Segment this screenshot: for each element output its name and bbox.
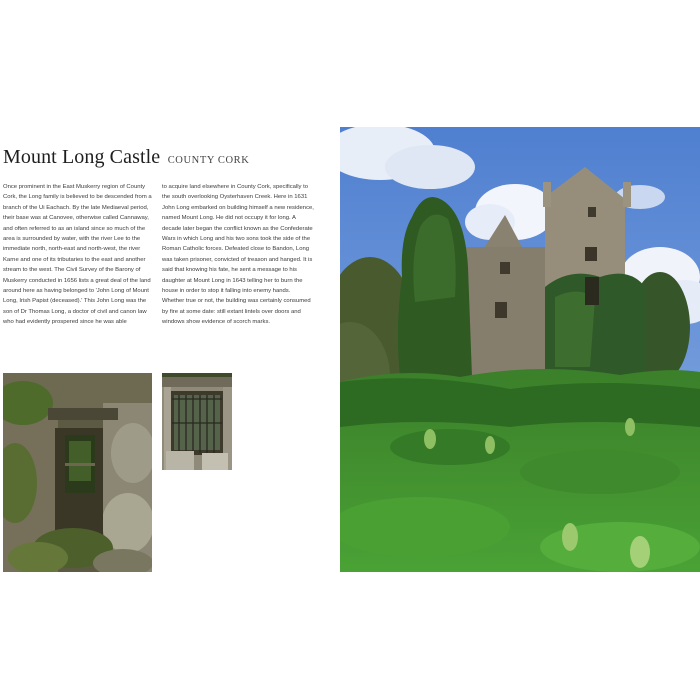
body-column-right <box>162 182 314 328</box>
photo-castle-ruin <box>340 127 700 572</box>
photo-gated-doorway <box>162 373 232 470</box>
body-column-left <box>3 182 155 328</box>
photo-ruined-window <box>3 373 152 572</box>
body-paragraph-left: Once prominent in the East Muskerry region of County Cork, the Long family is believed to be descended from a branch of the Ui Eachach. By the late Mediaeval period, their base was at Canovee, otherwise called Cannaway, and often referred to as an island since so much of the area is surrounded by water, with the river Lee to the immediate north, north-east and north-west, the river Karne and one of its tributaries to the east and another stream to the west. The Civil Survey of the Barony of Muskerry conducted in 1656 lists a great deal of the land around here as having belonged to 'John Long of Mount Long, Irish Papist (deceased).' This John Long was the son of Dr Thomas Long, a doctor of civil and canon law who had evidently prospered since he was able <box>3 184 152 326</box>
page-heading <box>3 146 333 169</box>
body-paragraph-right: to acquire land elsewhere in County Cork, specifically to the south overlooking Oysterhaven Creek. Here in 1631 John Long embarked on building himself a new residence, named Mount Long. He did not occupy it for long. A decade later began the conflict known as the Confederate Wars in which Long and his two sons took the side of the Roman Catholic forces. Defeated close to Bandon, Long was taken prisoner, convicted of treason and hanged. It is said that knowing his fate, he sent a message to his daughter at Mount Long in 1643 telling her to burn the house in order to stop it falling into enemy hands. Whether true or not, the building was certainly consumed by fire at some date: still extant lintels over doors and windows show evidence of scorch marks. <box>162 184 314 326</box>
page-subtitle: COUNTY CORK <box>167 155 250 166</box>
page-title: Mount Long Castle <box>3 146 161 168</box>
